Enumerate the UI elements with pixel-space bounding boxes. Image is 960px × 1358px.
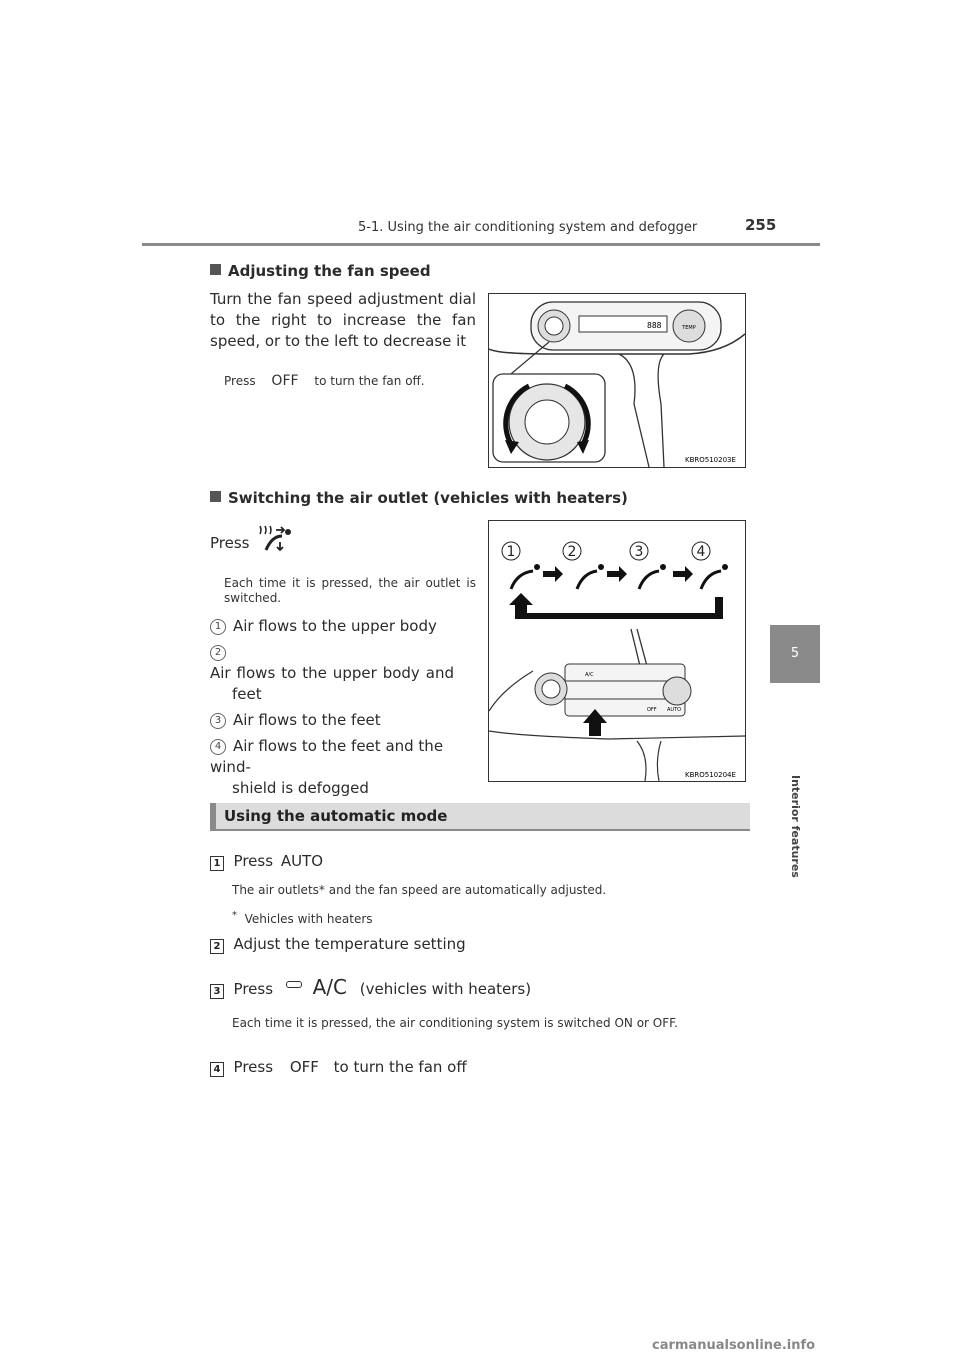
chapter-tab-title: Interior features <box>789 775 802 878</box>
section-title: 5-1. Using the air conditioning system and defogger <box>358 220 698 235</box>
indicator-icon <box>286 981 302 988</box>
list-item: 3 Air flows to the feet <box>210 710 476 731</box>
square-bullet-icon <box>210 491 221 502</box>
step-2: 2 Adjust the temperature setting <box>210 934 466 955</box>
outlet-press: Press <box>210 534 250 552</box>
figure-label-4: 4 <box>696 544 706 560</box>
fan-paragraph: Turn the fan speed adjustment dial to the right to increase the fan speed, or to the left to decrease it <box>210 290 476 350</box>
air-outlet-figure <box>488 520 746 782</box>
panel-auto-label: AUTO <box>667 707 682 713</box>
outlet-list <box>210 616 476 799</box>
air-outlet-mode-icon <box>256 522 302 554</box>
list-item: 1 Air flows to the upper body <box>210 616 476 637</box>
outlet-heading: Switching the air outlet (vehicles with heaters) <box>210 489 628 507</box>
step-4: 4 Press OFF to turn the fan off <box>210 1057 467 1078</box>
figure-label-2: 2 <box>567 544 577 560</box>
auto-mode-banner: Using the automatic mode <box>210 803 750 829</box>
air-outlet-illustration <box>489 521 745 781</box>
figure-code: KBRO510203E <box>685 456 736 464</box>
display-digits: 888 <box>647 321 662 330</box>
outlet-note: Each time it is pressed, the air outlet is switched. <box>224 576 476 605</box>
fan-note: Press OFF to turn the fan off. <box>224 373 425 389</box>
fan-heading: Adjusting the fan speed <box>210 262 431 280</box>
step-1: 1 Press AUTO <box>210 851 323 872</box>
figure-label-1: 1 <box>506 544 516 560</box>
list-item: 2Air flows to the upper body and feet <box>210 647 454 703</box>
chapter-tab: 5 <box>770 625 820 683</box>
page-number: 255 <box>745 216 777 234</box>
watermark: carmanualsonline.info <box>652 1338 816 1353</box>
footnote: * Vehicles with heaters <box>232 910 373 926</box>
panel-off-label: OFF <box>647 707 657 713</box>
fan-dial-illustration <box>489 294 745 467</box>
square-bullet-icon <box>210 264 221 275</box>
step-1-note: The air outlets* and the fan speed are automatically adjusted. <box>232 883 607 897</box>
step-3: 3 Press A/C (vehicles with heaters) <box>210 977 531 1000</box>
panel-ac-label: A/C <box>585 672 594 678</box>
temp-label: TEMP <box>682 325 696 331</box>
header-rule <box>142 243 820 246</box>
figure-label-3: 3 <box>634 544 644 560</box>
figure-code: KBRO510204E <box>685 771 736 779</box>
banner-rule <box>210 829 750 831</box>
fan-dial-figure <box>488 293 746 468</box>
list-item: 4 Air flows to the feet and the wind- shield is defogged <box>210 737 444 797</box>
step-3-note: Each time it is pressed, the air conditioning system is switched ON or OFF. <box>232 1016 678 1030</box>
